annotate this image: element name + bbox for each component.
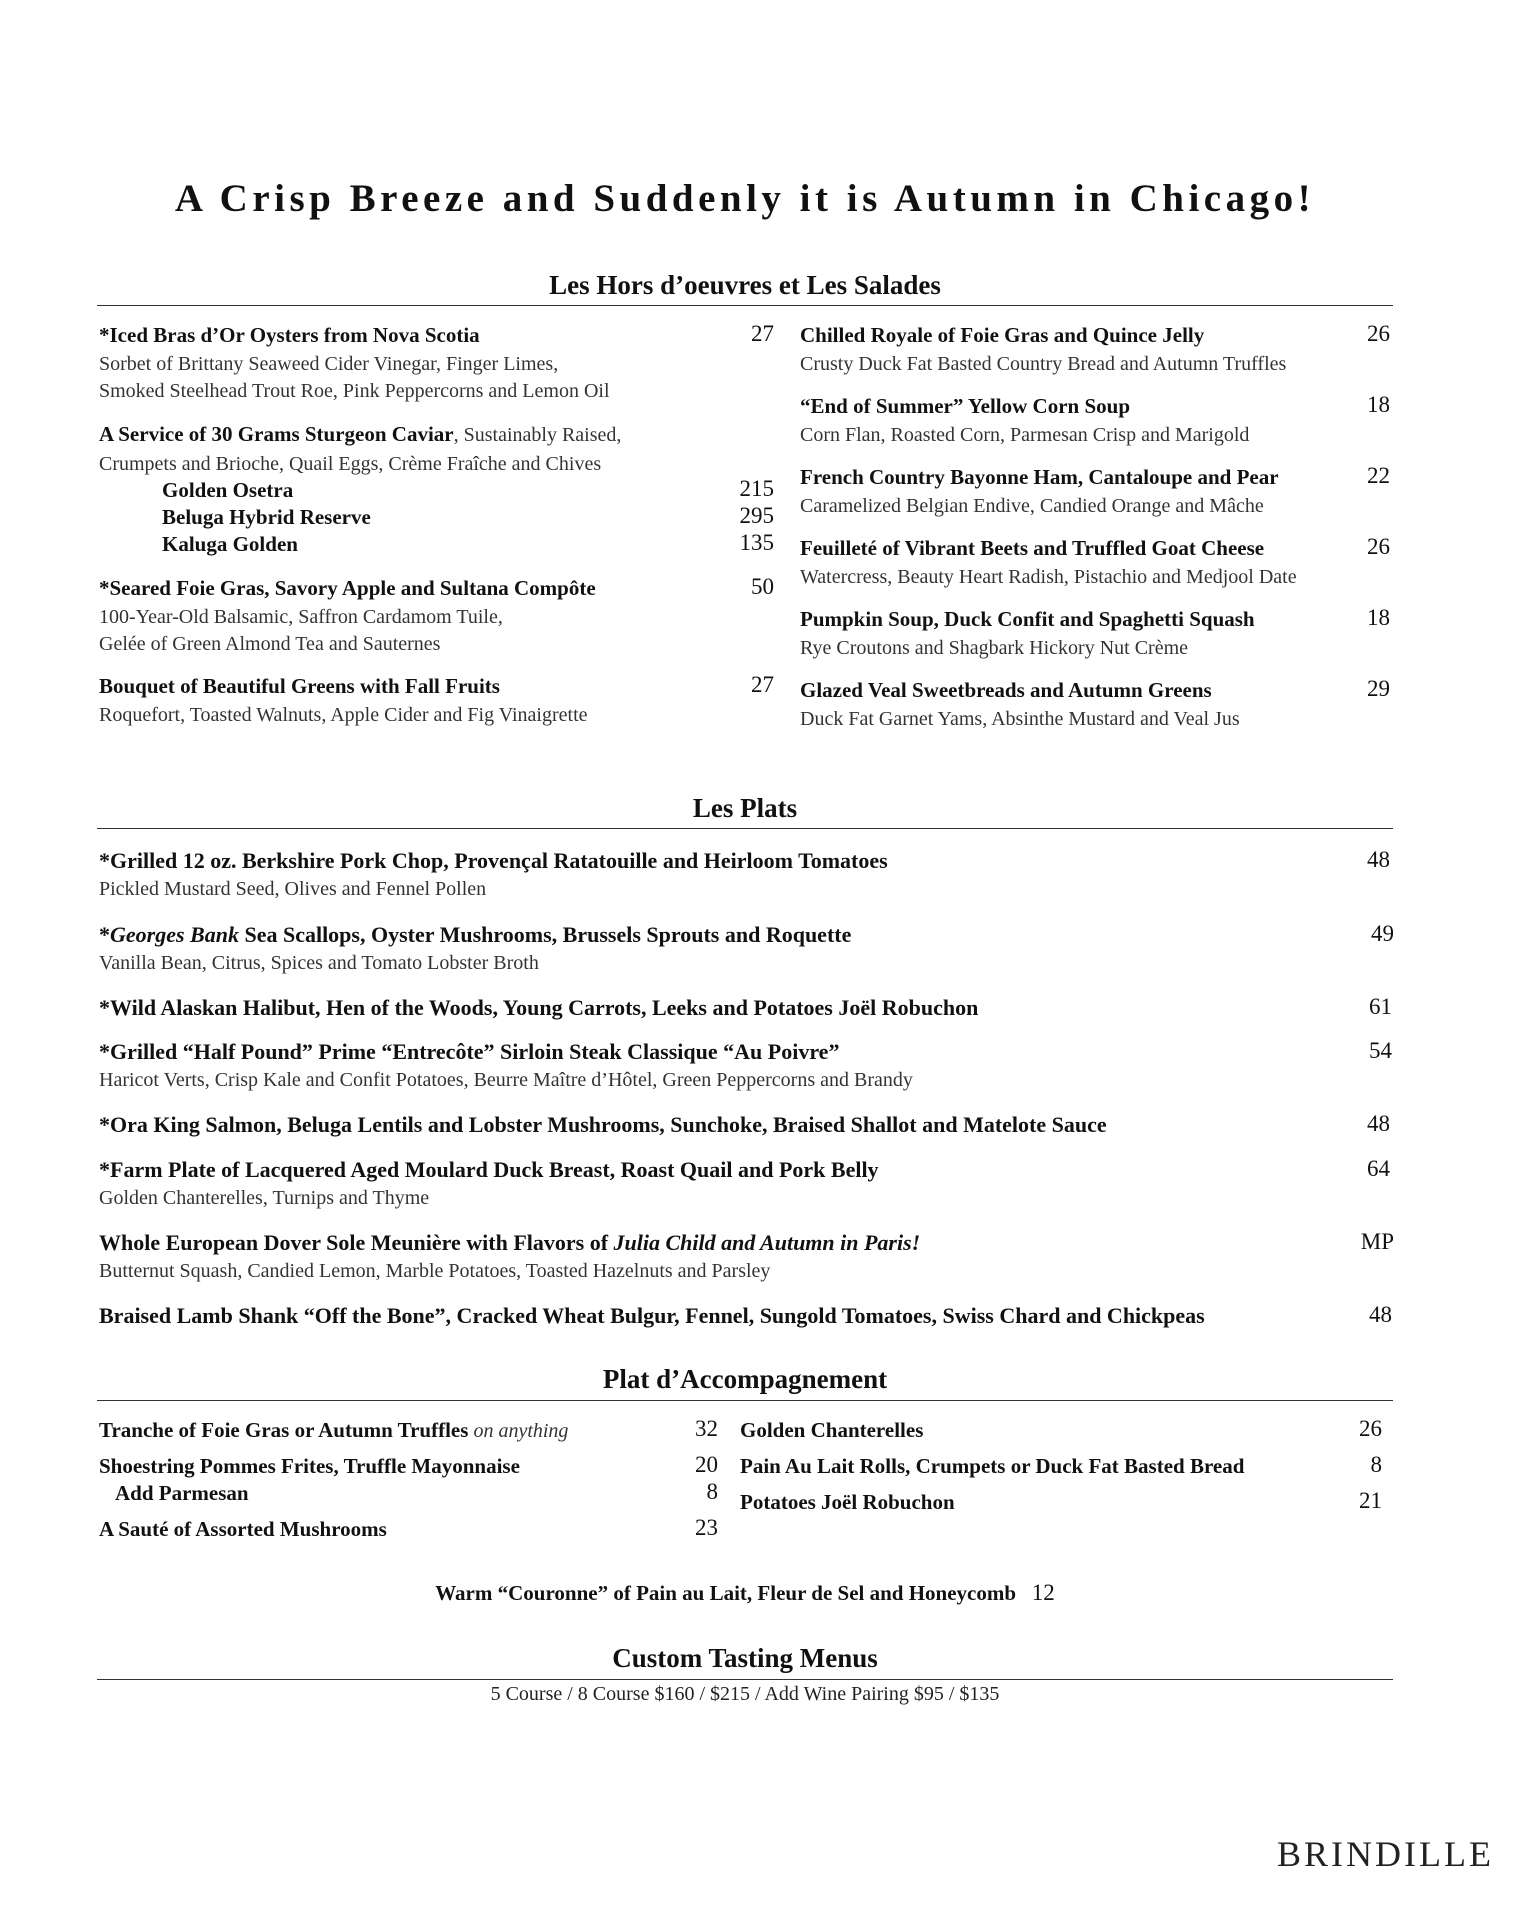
- side-item-price: 32: [695, 1416, 718, 1441]
- menu-item-name: Pumpkin Soup, Duck Confit and Spaghetti Squash: [800, 607, 1255, 631]
- side-item-price: 23: [695, 1515, 718, 1540]
- menu-item-name: *Seared Foie Gras, Savory Apple and Sultana Compôte: [99, 576, 596, 600]
- section-divider: [97, 1400, 1393, 1401]
- menu-item-desc: Corn Flan, Roasted Corn, Parmesan Crisp and Marigold: [800, 424, 1250, 446]
- menu-item-price: 49: [1371, 921, 1394, 946]
- menu-item-desc: Crumpets and Brioche, Quail Eggs, Crème Fraîche and Chives: [99, 453, 602, 475]
- side-item-tranche: [99, 1418, 568, 1443]
- section-title-plats: Les Plats: [692, 793, 798, 823]
- side-item-price: 21: [1359, 1488, 1382, 1513]
- menu-item-desc: 100-Year-Old Balsamic, Saffron Cardamom Tuile,: [99, 606, 503, 628]
- section-divider: [97, 1679, 1393, 1680]
- menu-item-name: Sea Scallops, Oyster Mushrooms, Brussels Sprouts and Roquette: [238, 922, 852, 947]
- menu-item-name: Bouquet of Beautiful Greens with Fall Fruits: [99, 674, 500, 698]
- menu-item-name: *Ora King Salmon, Beluga Lentils and Lobster Mushrooms, Sunchoke, Braised Shallot and Matelote Sauce: [99, 1112, 1107, 1137]
- caviar-option: Golden Osetra: [162, 478, 294, 502]
- bread-item-price: 12: [1031, 1580, 1055, 1605]
- side-item-name-italic: on anything: [468, 1420, 569, 1442]
- menu-item-price: 64: [1367, 1156, 1390, 1181]
- page-title: A Crisp Breeze and Suddenly it is Autumn in Chicago!: [174, 177, 1316, 220]
- menu-item-name: *Wild Alaskan Halibut, Hen of the Woods, Young Carrots, Leeks and Potatoes Joël Robuchon: [99, 995, 979, 1020]
- side-item-name: Pain Au Lait Rolls, Crumpets or Duck Fat Basted Bread: [740, 1454, 1245, 1478]
- menu-item-name: Whole European Dover Sole Meunière with Flavors of: [99, 1230, 614, 1255]
- menu-item-desc: Watercress, Beauty Heart Radish, Pistachio and Medjool Date: [800, 566, 1297, 588]
- side-item-name: Potatoes Joël Robuchon: [740, 1490, 955, 1514]
- menu-item-price: 27: [751, 672, 774, 697]
- menu-item-price: 22: [1367, 463, 1390, 488]
- menu-item-price: 61: [1369, 994, 1392, 1019]
- side-item-name: A Sauté of Assorted Mushrooms: [99, 1517, 387, 1541]
- menu-item-caviar: [99, 421, 621, 449]
- menu-item-desc: Vanilla Bean, Citrus, Spices and Tomato Lobster Broth: [99, 952, 539, 974]
- menu-item-price: 26: [1367, 534, 1390, 559]
- menu-item-price: 54: [1369, 1038, 1392, 1063]
- menu-item-name: A Service of 30 Grams Sturgeon Caviar: [99, 422, 454, 446]
- side-item-price: 26: [1359, 1416, 1382, 1441]
- menu-item-desc: Roquefort, Toasted Walnuts, Apple Cider and Fig Vinaigrette: [99, 704, 588, 726]
- menu-item-desc: Rye Croutons and Shagbark Hickory Nut Crème: [800, 637, 1189, 659]
- menu-item-desc: Pickled Mustard Seed, Olives and Fennel Pollen: [99, 878, 487, 900]
- menu-item-price: 48: [1369, 1302, 1392, 1327]
- side-item-name: Shoestring Pommes Frites, Truffle Mayonnaise: [99, 1454, 520, 1478]
- side-item-name: Golden Chanterelles: [740, 1418, 924, 1442]
- side-item-name: Add Parmesan: [115, 1481, 249, 1505]
- menu-item-name: *Grilled “Half Pound” Prime “Entrecôte” Sirloin Steak Classique “Au Poivre”: [99, 1039, 840, 1064]
- caviar-option-price: 215: [739, 476, 774, 501]
- menu-item-price: 50: [751, 574, 774, 599]
- section-title-hors: Les Hors d’oeuvres et Les Salades: [549, 270, 941, 300]
- brand-logo: BRINDILLE: [1277, 1834, 1494, 1874]
- menu-item-desc: Haricot Verts, Crisp Kale and Confit Potatoes, Beurre Maître d’Hôtel, Green Peppercorns and Brandy: [99, 1069, 913, 1091]
- menu-item-name: Glazed Veal Sweetbreads and Autumn Greens: [800, 678, 1212, 702]
- menu-item-name: Feuilleté of Vibrant Beets and Truffled Goat Cheese: [800, 536, 1265, 560]
- side-item-price: 8: [1370, 1452, 1382, 1477]
- section-title-accompagnement: Plat d’Accompagnement: [602, 1364, 888, 1394]
- side-item-price: 20: [695, 1452, 718, 1477]
- menu-item-name: *Grilled 12 oz. Berkshire Pork Chop, Provençal Ratatouille and Heirloom Tomatoes: [99, 848, 888, 873]
- menu-item-star: *: [99, 922, 110, 947]
- menu-item-name-italic: Julia Child and Autumn in Paris!: [613, 1230, 921, 1255]
- menu-item-name-rest: , Sustainably Raised,: [453, 424, 622, 446]
- bread-item-name: Warm “Couronne” of Pain au Lait, Fleur de Sel and Honeycomb: [435, 1581, 1017, 1605]
- menu-item-price: 48: [1367, 1111, 1390, 1136]
- menu-item-price: 18: [1367, 392, 1390, 417]
- caviar-option: Beluga Hybrid Reserve: [162, 505, 371, 529]
- caviar-option-price: 135: [739, 530, 774, 555]
- side-item-price: 8: [706, 1479, 718, 1504]
- section-divider: [97, 828, 1393, 829]
- menu-item-name: Chilled Royale of Foie Gras and Quince Jelly: [800, 323, 1205, 347]
- menu-item-desc: Golden Chanterelles, Turnips and Thyme: [99, 1187, 430, 1209]
- menu-item-name-scallops: [99, 922, 851, 948]
- menu-item-desc: Caramelized Belgian Endive, Candied Orange and Mâche: [800, 495, 1264, 517]
- menu-item-desc: Smoked Steelhead Trout Roe, Pink Peppercorns and Lemon Oil: [99, 380, 610, 402]
- menu-item-name: French Country Bayonne Ham, Cantaloupe and Pear: [800, 465, 1279, 489]
- section-title-tasting: Custom Tasting Menus: [612, 1643, 878, 1673]
- caviar-option: Kaluga Golden: [162, 532, 298, 556]
- menu-item-price: 48: [1367, 847, 1390, 872]
- side-item-name: Tranche of Foie Gras or Autumn Truffles: [99, 1418, 469, 1442]
- bread-item: [0, 1580, 1490, 1606]
- menu-item-desc: Sorbet of Brittany Seaweed Cider Vinegar, Finger Limes,: [99, 353, 559, 375]
- menu-item-name: Braised Lamb Shank “Off the Bone”, Cracked Wheat Bulgur, Fennel, Sungold Tomatoes, Swiss Chard and Chickpeas: [99, 1303, 1205, 1328]
- menu-item-name: *Farm Plate of Lacquered Aged Moulard Duck Breast, Roast Quail and Pork Belly: [99, 1157, 879, 1182]
- menu-item-price: 29: [1367, 676, 1390, 701]
- caviar-option-price: 295: [739, 503, 774, 528]
- section-divider: [97, 305, 1393, 306]
- tasting-menu-line: 5 Course / 8 Course $160 / $215 / Add Wine Pairing $95 / $135: [490, 1683, 1000, 1705]
- menu-item-name-italic: Georges Bank: [110, 922, 239, 947]
- menu-item-desc: Crusty Duck Fat Basted Country Bread and Autumn Truffles: [800, 353, 1287, 375]
- menu-item-name: “End of Summer” Yellow Corn Soup: [800, 394, 1131, 418]
- menu-item-price: 27: [751, 321, 774, 346]
- menu-item-desc: Gelée of Green Almond Tea and Sauternes: [99, 633, 441, 655]
- menu-item-desc: Duck Fat Garnet Yams, Absinthe Mustard and Veal Jus: [800, 708, 1240, 730]
- menu-item-name-dover-sole: [99, 1230, 920, 1256]
- menu-item-price: MP: [1360, 1229, 1394, 1254]
- menu-item-name: *Iced Bras d’Or Oysters from Nova Scotia: [99, 323, 480, 347]
- menu-item-desc: Butternut Squash, Candied Lemon, Marble Potatoes, Toasted Hazelnuts and Parsley: [99, 1260, 771, 1282]
- menu-item-price: 26: [1367, 321, 1390, 346]
- menu-item-price: 18: [1367, 605, 1390, 630]
